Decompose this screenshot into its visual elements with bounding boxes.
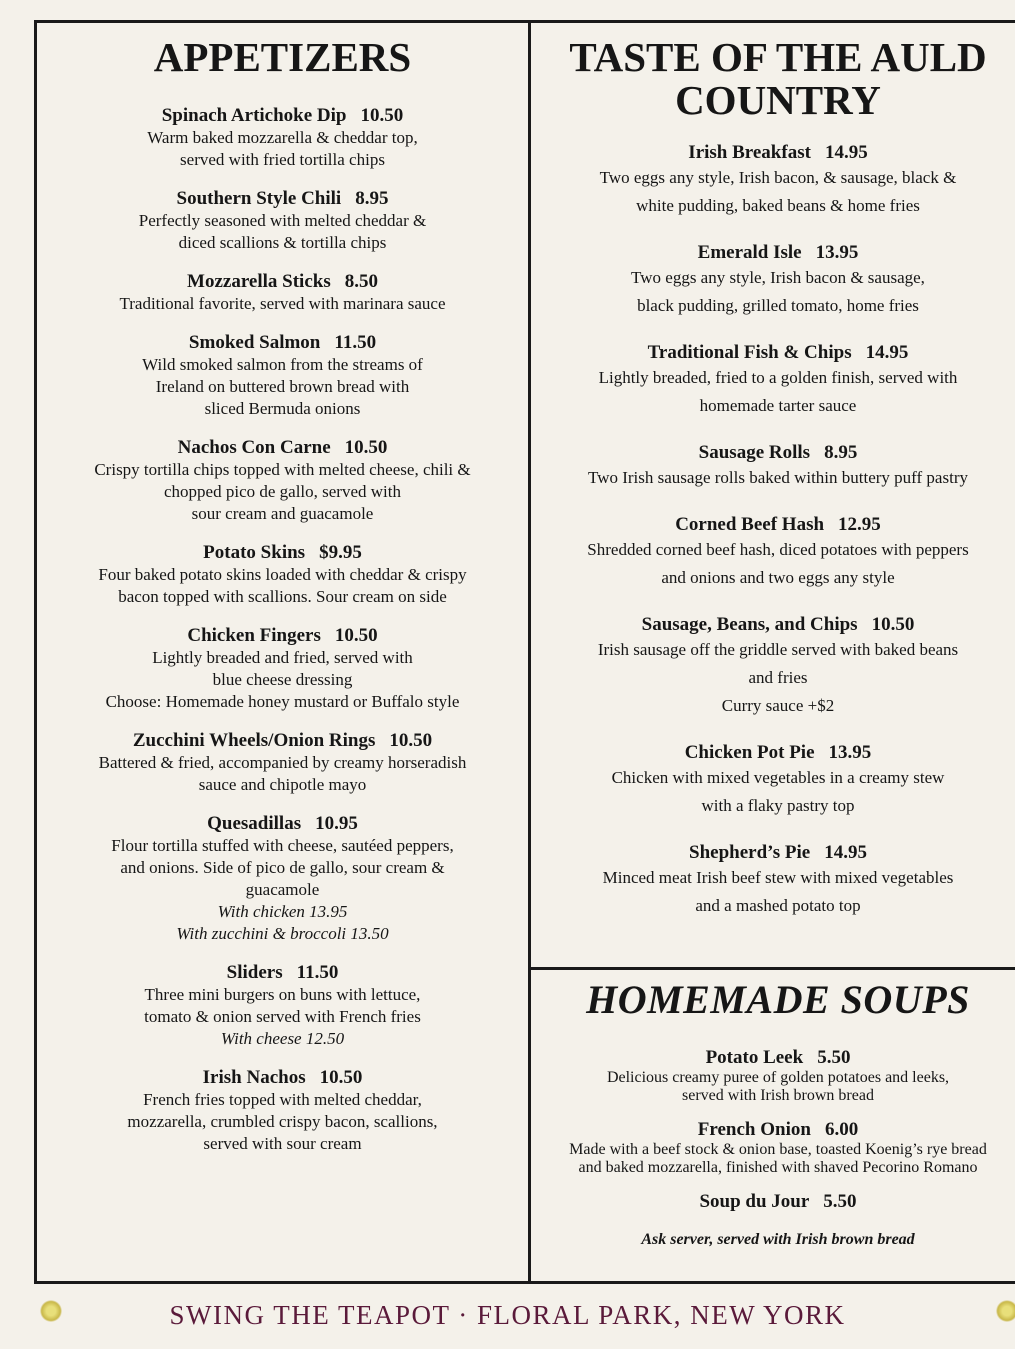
menu-item-price: 10.50 <box>871 614 915 636</box>
menu-item-description: blue cheese dressing <box>212 670 353 690</box>
menu-item-price: 14.95 <box>865 342 909 364</box>
menu-item-name: Sausage, Beans, and Chips <box>641 614 858 636</box>
menu-item-price: 10.50 <box>360 105 404 127</box>
menu-item-name: Irish Nachos <box>202 1067 306 1089</box>
menu-item-name: Potato Leek <box>705 1047 804 1068</box>
menu-item-name: French Onion <box>697 1119 811 1140</box>
menu-item <box>37 730 528 796</box>
menu-item-title <box>37 332 528 354</box>
menu-item-description: Wild smoked salmon from the streams of <box>142 355 423 375</box>
menu-item-description: Crispy tortilla chips topped with melted cheese, chili & <box>94 460 471 480</box>
menu-item <box>531 742 1015 820</box>
menu-item-option: With zucchini & broccoli 13.50 <box>176 924 389 944</box>
menu-item-description: Choose: Homemade honey mustard or Buffalo style <box>105 692 460 712</box>
menu-item-description: Made with a beef stock & onion base, toasted Koenig’s rye bread <box>569 1141 987 1158</box>
menu-item-description: Warm baked mozzarella & cheddar top, <box>147 128 418 148</box>
menu-item-description: sliced Bermuda onions <box>204 399 361 419</box>
auld-country-heading <box>531 36 1015 122</box>
appetizers-heading: APPETIZERS <box>153 34 412 80</box>
menu-item-title <box>531 514 1015 536</box>
menu-item-name: Irish Breakfast <box>688 142 811 164</box>
menu-item-description: with a flaky pastry top <box>701 796 855 816</box>
menu-item <box>531 442 1015 492</box>
menu-item-name: Potato Skins <box>203 542 306 564</box>
menu-item-description: Lightly breaded and fried, served with <box>152 648 413 668</box>
menu-item-title <box>531 242 1015 264</box>
menu-item-price: 8.95 <box>355 188 389 210</box>
menu-item-description: Flour tortilla stuffed with cheese, sautéed peppers, <box>111 836 454 856</box>
menu-item <box>37 1067 528 1155</box>
menu-item <box>37 625 528 713</box>
menu-item-name: Traditional Fish & Chips <box>647 342 852 364</box>
menu-item-title <box>37 1067 528 1089</box>
menu-item-description: Chicken with mixed vegetables in a creamy stew <box>611 768 945 788</box>
menu-item <box>531 842 1015 920</box>
menu-item-description: bacon topped with scallions. Sour cream on side <box>118 587 447 607</box>
menu-item-title <box>37 730 528 752</box>
soups-section <box>531 975 1015 1249</box>
menu-item-description: and fries <box>748 668 808 688</box>
menu-item-title <box>37 625 528 647</box>
soups-heading: HOMEMADE SOUPS <box>586 977 970 1022</box>
menu-item-description: Minced meat Irish beef stew with mixed vegetables <box>602 868 954 888</box>
menu-item-description: Two eggs any style, Irish bacon & sausage, <box>631 268 925 288</box>
soup-list <box>531 1047 1015 1213</box>
menu-item-price: 5.50 <box>817 1047 851 1068</box>
menu-item-price: 10.50 <box>334 625 378 647</box>
menu-item-title <box>531 1191 1015 1213</box>
menu-item <box>37 962 528 1050</box>
auld-country-list <box>531 142 1015 920</box>
menu-item-price: 10.50 <box>389 730 433 752</box>
menu-item-name: Sliders <box>226 962 283 984</box>
menu-item <box>531 514 1015 592</box>
menu-item-name: Nachos Con Carne <box>177 437 331 459</box>
menu-item <box>531 142 1015 220</box>
menu-item-option: With chicken 13.95 <box>217 902 348 922</box>
menu-item-description: guacamole <box>245 880 320 900</box>
menu-item <box>531 342 1015 420</box>
menu-item-description: Two Irish sausage rolls baked within buttery puff pastry <box>588 468 968 488</box>
menu-item <box>531 242 1015 320</box>
menu-item-price: 11.50 <box>296 962 339 984</box>
menu-item-title <box>531 614 1015 636</box>
auld-country-section <box>531 26 1015 942</box>
menu-item-title <box>531 442 1015 464</box>
menu-item-price: 14.95 <box>824 142 868 164</box>
menu-item-title <box>531 742 1015 764</box>
auld-country-heading-line-2: COUNTRY <box>675 77 881 124</box>
menu-item-description: Two eggs any style, Irish bacon, & sausage, black & <box>599 168 957 188</box>
menu-item-name: Chicken Fingers <box>187 625 321 647</box>
menu-item-name: Soup du Jour <box>699 1191 810 1212</box>
menu-item-description: and baked mozzarella, finished with shaved Pecorino Romano <box>578 1159 978 1176</box>
menu-item-description: served with fried tortilla chips <box>180 150 385 170</box>
menu-item-price: 8.50 <box>344 271 378 293</box>
appetizer-list <box>37 105 528 1155</box>
menu-item-description: Curry sauce +$2 <box>721 696 835 716</box>
menu-item-description: Ireland on buttered brown bread with <box>155 377 410 397</box>
menu-item <box>531 1191 1015 1213</box>
menu-item-price: 5.50 <box>823 1191 857 1212</box>
menu-item-name: Smoked Salmon <box>188 332 321 354</box>
soup-note: Ask server, served with Irish brown bread <box>641 1231 915 1248</box>
menu-item-description: Four baked potato skins loaded with cheddar & crispy <box>98 565 467 585</box>
menu-item-description: black pudding, grilled tomato, home fries <box>637 296 919 316</box>
menu-item-description: mozzarella, crumbled crispy bacon, scallions, <box>127 1112 438 1132</box>
menu-item-name: Spinach Artichoke Dip <box>161 105 347 127</box>
menu-item-title <box>531 342 1015 364</box>
menu-item-name: Zucchini Wheels/Onion Rings <box>132 730 376 752</box>
menu-item-title <box>531 142 1015 164</box>
menu-item <box>37 437 528 525</box>
menu-item-description: Perfectly seasoned with melted cheddar & <box>138 211 427 231</box>
menu-item-name: Sausage Rolls <box>698 442 811 464</box>
menu-item-price: $9.95 <box>319 542 362 564</box>
menu-item-price: 13.95 <box>815 242 859 264</box>
menu-item-name: Shepherd’s Pie <box>689 842 811 864</box>
menu-item-description: served with Irish brown bread <box>682 1087 874 1104</box>
menu-item-name: Quesadillas <box>207 813 302 835</box>
menu-item-description: Lightly breaded, fried to a golden finish, served with <box>598 368 958 388</box>
menu-item-description: tomato & onion served with French fries <box>144 1007 421 1027</box>
menu-item-name: Chicken Pot Pie <box>684 742 815 764</box>
menu-item-description: and onions. Side of pico de gallo, sour cream & <box>120 858 445 878</box>
menu-item <box>37 813 528 945</box>
menu-item-description: Traditional favorite, served with marinara sauce <box>119 294 446 314</box>
menu-item <box>531 1047 1015 1105</box>
menu-item-description: sauce and chipotle mayo <box>198 775 367 795</box>
menu-item-description: diced scallions & tortilla chips <box>178 233 387 253</box>
menu-item-description: and a mashed potato top <box>695 896 861 916</box>
menu-item-description: served with sour cream <box>203 1134 362 1154</box>
menu-item-title <box>37 813 528 835</box>
menu-item-title <box>37 962 528 984</box>
menu-item-name: Mozzarella Sticks <box>187 271 331 293</box>
menu-item-description: homemade tarter sauce <box>699 396 857 416</box>
menu-item-description: sour cream and guacamole <box>191 504 374 524</box>
menu-item-description: Irish sausage off the griddle served with baked beans <box>597 640 959 660</box>
menu-item-title <box>37 188 528 210</box>
menu-item-description: Delicious creamy puree of golden potatoes and leeks, <box>606 1069 950 1086</box>
menu-item <box>37 105 528 171</box>
menu-item-price: 14.95 <box>824 842 867 864</box>
menu-item-price: 8.95 <box>824 442 858 464</box>
menu-item-name: Corned Beef Hash <box>675 514 825 536</box>
menu-item-title <box>37 105 528 127</box>
menu-item-description: white pudding, baked beans & home fries <box>636 196 920 216</box>
appetizers-section <box>37 26 528 1172</box>
menu-item <box>37 188 528 254</box>
section-divider <box>531 967 1015 970</box>
menu-item-title <box>37 271 528 293</box>
menu-item-description: French fries topped with melted cheddar, <box>143 1090 422 1110</box>
menu-item-price: 11.50 <box>334 332 377 354</box>
menu-item <box>37 332 528 420</box>
menu-item-title <box>531 842 1015 864</box>
menu-item-price: 13.95 <box>828 742 872 764</box>
menu-item <box>37 542 528 608</box>
menu-item-description: and onions and two eggs any style <box>661 568 895 588</box>
menu-item <box>531 614 1015 720</box>
menu-item <box>531 1119 1015 1177</box>
menu-item-description: Shredded corned beef hash, diced potatoes with peppers <box>587 540 969 560</box>
menu-item-title <box>531 1047 1015 1069</box>
menu-item-name: Southern Style Chili <box>176 188 342 210</box>
menu-item-price: 6.00 <box>824 1119 859 1140</box>
menu-item-title <box>37 437 528 459</box>
menu-item <box>37 271 528 315</box>
menu-item-option: With cheese 12.50 <box>220 1029 345 1049</box>
menu-item-title <box>531 1119 1015 1141</box>
menu-item-price: 10.95 <box>315 813 358 835</box>
menu-item-description: Battered & fried, accompanied by creamy horseradish <box>98 753 467 773</box>
menu-item-price: 10.50 <box>344 437 388 459</box>
menu-item-price: 12.95 <box>838 514 881 536</box>
footer-restaurant-name: SWING THE TEAPOT · FLORAL PARK, NEW YORK <box>169 1300 846 1330</box>
menu-item-description: chopped pico de gallo, served with <box>164 482 401 502</box>
menu-item-title <box>37 542 528 564</box>
auld-country-heading-line-1: TASTE OF THE AULD <box>569 34 987 80</box>
menu-item-description: Three mini burgers on buns with lettuce, <box>144 985 421 1005</box>
menu-item-name: Emerald Isle <box>697 242 802 264</box>
menu-item-price: 10.50 <box>319 1067 363 1089</box>
ornament-icon-right <box>996 1300 1015 1322</box>
